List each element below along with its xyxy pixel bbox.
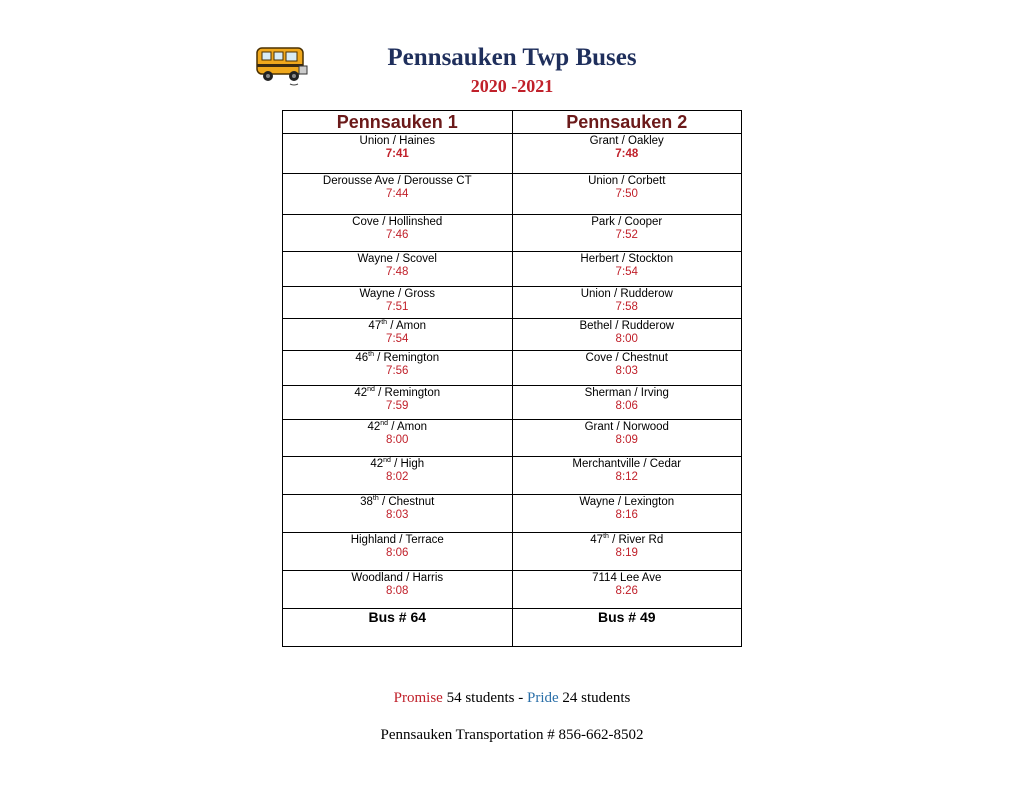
ordinal-suffix: th bbox=[372, 495, 379, 503]
stop-name: Herbert / Stockton bbox=[580, 253, 674, 265]
pickup-time: 8:26 bbox=[615, 585, 638, 597]
pickup-time: 8:09 bbox=[615, 434, 638, 446]
stop-name: Wayne / Gross bbox=[359, 288, 436, 300]
stop-cell bbox=[283, 457, 513, 495]
stop-name: Woodland / Harris bbox=[351, 572, 444, 584]
bus-number-2: Bus # 49 bbox=[512, 609, 742, 647]
pickup-time: 7:54 bbox=[386, 333, 409, 345]
pickup-time: 8:06 bbox=[615, 400, 638, 412]
cross-street: / Amon bbox=[388, 421, 428, 433]
pickup-time: 8:03 bbox=[386, 509, 409, 521]
street-number: 42 bbox=[354, 387, 368, 399]
stop-cell bbox=[512, 495, 742, 533]
stop-cell bbox=[512, 252, 742, 287]
stop-cell bbox=[512, 457, 742, 495]
street-number: 47 bbox=[368, 320, 382, 332]
pickup-time: 8:02 bbox=[386, 471, 409, 483]
table-row bbox=[283, 386, 742, 420]
stop-cell bbox=[512, 215, 742, 252]
ordinal-suffix: nd bbox=[383, 457, 391, 465]
stop-name: Park / Cooper bbox=[591, 216, 663, 228]
page-title: Pennsauken Twp Buses bbox=[387, 44, 637, 71]
pickup-time: 7:58 bbox=[615, 301, 638, 313]
pride-count: 24 students bbox=[558, 690, 631, 706]
stop-cell bbox=[512, 287, 742, 319]
pickup-time: 8:08 bbox=[386, 585, 409, 597]
stop-name: Derousse Ave / Derousse CT bbox=[322, 175, 472, 187]
stop-name: Merchantville / Cedar bbox=[572, 458, 682, 470]
stop-cell bbox=[512, 134, 742, 174]
table-row bbox=[283, 571, 742, 609]
bus-number-row bbox=[283, 609, 742, 647]
stop-cell bbox=[283, 174, 513, 215]
street-number: 42 bbox=[370, 458, 384, 470]
pickup-time: 7:51 bbox=[386, 301, 409, 313]
stop-cell bbox=[512, 351, 742, 386]
table-row bbox=[283, 420, 742, 457]
stop-name: Union / Rudderow bbox=[580, 288, 673, 300]
column-header-pennsauken-2: Pennsauken 2 bbox=[512, 111, 742, 134]
street-number: 42 bbox=[367, 421, 381, 433]
stop-name: 7114 Lee Ave bbox=[592, 572, 662, 584]
stop-name bbox=[283, 319, 512, 333]
stop-name bbox=[513, 533, 742, 547]
pickup-time: 7:52 bbox=[615, 229, 638, 241]
table-row bbox=[283, 457, 742, 495]
pickup-time: 7:56 bbox=[386, 365, 409, 377]
promise-label: Promise bbox=[393, 690, 443, 706]
pickup-time: 7:41 bbox=[385, 148, 409, 160]
table-row bbox=[283, 495, 742, 533]
school-year: 2020 -2021 bbox=[470, 76, 554, 96]
table-row bbox=[283, 215, 742, 252]
column-header-pennsauken-1: Pennsauken 1 bbox=[283, 111, 513, 134]
stop-cell bbox=[283, 351, 513, 386]
pickup-time: 8:00 bbox=[386, 434, 409, 446]
stop-name bbox=[283, 457, 512, 471]
pickup-time: 7:48 bbox=[386, 266, 409, 278]
stop-name: Wayne / Lexington bbox=[579, 496, 675, 508]
pickup-time: 8:19 bbox=[615, 547, 638, 559]
table-row bbox=[283, 351, 742, 386]
stop-cell bbox=[283, 215, 513, 252]
table-row bbox=[283, 174, 742, 215]
stop-cell bbox=[512, 533, 742, 571]
ordinal-suffix: th bbox=[368, 351, 374, 359]
stop-name: Union / Corbett bbox=[588, 175, 666, 187]
table-header-row bbox=[283, 111, 742, 134]
table-row bbox=[283, 319, 742, 351]
stop-cell bbox=[283, 252, 513, 287]
stop-name: Grant / Norwood bbox=[584, 421, 669, 433]
pickup-time: 8:00 bbox=[615, 333, 638, 345]
stop-cell bbox=[283, 319, 513, 351]
street-number: 47 bbox=[590, 534, 604, 546]
promise-count: 54 students - bbox=[442, 690, 527, 706]
stop-cell bbox=[283, 420, 513, 457]
pickup-time: 8:16 bbox=[615, 509, 638, 521]
bus-schedule-table bbox=[282, 110, 742, 647]
cross-street: / River Rd bbox=[608, 534, 664, 546]
street-number: 38 bbox=[360, 496, 373, 508]
stop-name bbox=[283, 351, 512, 365]
stop-cell bbox=[512, 386, 742, 420]
pickup-time: 7:46 bbox=[386, 229, 409, 241]
stop-name: Grant / Oakley bbox=[589, 135, 664, 147]
pickup-time: 7:59 bbox=[386, 400, 409, 412]
pickup-time: 8:03 bbox=[615, 365, 638, 377]
stop-cell bbox=[512, 319, 742, 351]
stop-cell bbox=[512, 420, 742, 457]
stop-name: Union / Haines bbox=[359, 135, 435, 147]
ordinal-suffix: th bbox=[381, 319, 388, 327]
stop-cell bbox=[283, 571, 513, 609]
pickup-time: 7:44 bbox=[386, 188, 409, 200]
pickup-time: 8:06 bbox=[386, 547, 409, 559]
student-counts bbox=[0, 690, 1024, 707]
pickup-time: 7:54 bbox=[615, 266, 638, 278]
pickup-time: 8:12 bbox=[615, 471, 638, 483]
ordinal-suffix: th bbox=[603, 533, 609, 541]
pickup-time: 7:50 bbox=[615, 188, 638, 200]
pickup-time: 7:48 bbox=[615, 148, 639, 160]
street-number: 46 bbox=[355, 352, 369, 364]
stop-name bbox=[283, 386, 512, 400]
table-row bbox=[283, 533, 742, 571]
stop-cell bbox=[512, 571, 742, 609]
stop-cell bbox=[283, 533, 513, 571]
ordinal-suffix: nd bbox=[380, 420, 389, 428]
cross-street: / Chestnut bbox=[378, 496, 435, 508]
stop-name: Cove / Chestnut bbox=[585, 352, 668, 364]
stop-cell bbox=[283, 287, 513, 319]
cross-street: / Remington bbox=[373, 352, 440, 364]
stop-cell bbox=[283, 134, 513, 174]
stop-name: Bethel / Rudderow bbox=[579, 320, 675, 332]
cross-street: / Amon bbox=[387, 320, 427, 332]
stop-cell bbox=[512, 174, 742, 215]
cross-street: / High bbox=[390, 458, 425, 470]
stop-name bbox=[283, 495, 512, 509]
stop-name: Wayne / Scovel bbox=[357, 253, 437, 265]
stop-cell bbox=[283, 495, 513, 533]
bus-number-1: Bus # 64 bbox=[283, 609, 513, 647]
stop-name bbox=[283, 420, 512, 434]
table-row bbox=[283, 134, 742, 174]
ordinal-suffix: nd bbox=[367, 386, 375, 394]
transportation-contact: Pennsauken Transportation # 856-662-8502 bbox=[380, 727, 644, 743]
stop-name: Sherman / Irving bbox=[584, 387, 669, 399]
cross-street: / Remington bbox=[374, 387, 441, 399]
pride-label: Pride bbox=[527, 690, 559, 706]
table-row bbox=[283, 252, 742, 287]
stop-name: Highland / Terrace bbox=[350, 534, 444, 546]
stop-name: Cove / Hollinshed bbox=[352, 216, 443, 228]
stop-cell bbox=[283, 386, 513, 420]
table-row bbox=[283, 287, 742, 319]
